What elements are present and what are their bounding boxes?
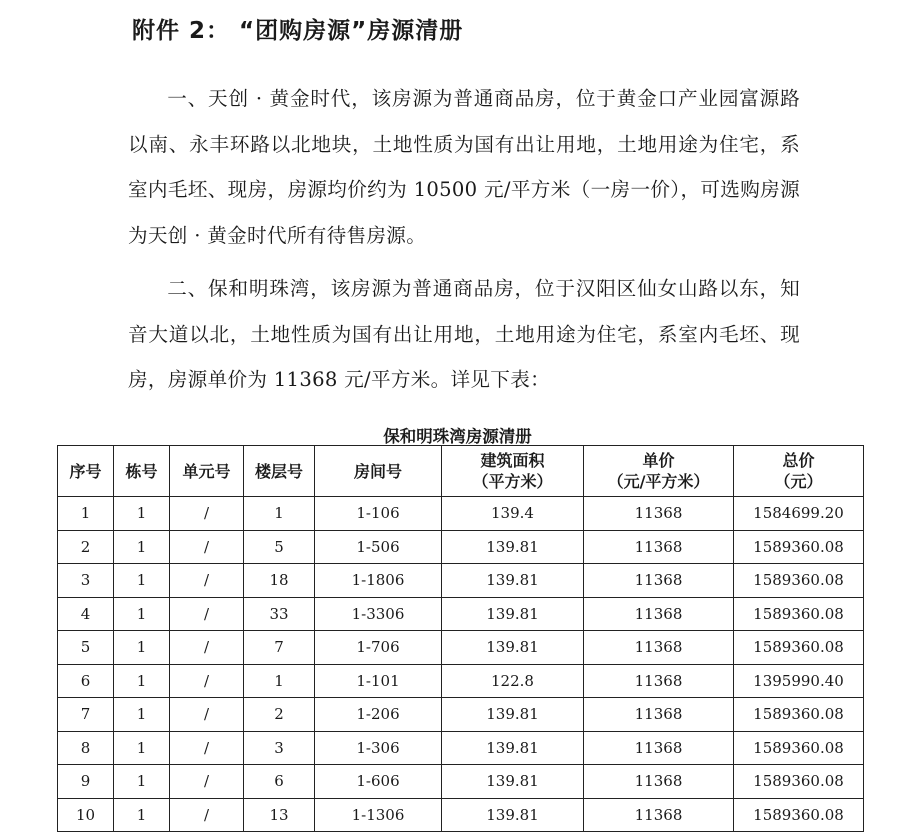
- cell-seq: 9: [58, 765, 114, 799]
- header-room: 房间号: [315, 446, 442, 497]
- cell-area: 139.81: [442, 631, 584, 665]
- cell-area: 139.81: [442, 731, 584, 765]
- table-row: [58, 664, 864, 698]
- table-row: [58, 530, 864, 564]
- cell-area: 139.81: [442, 798, 584, 832]
- cell-unit-price: 11368: [584, 631, 734, 665]
- cell-room: 1-3306: [315, 597, 442, 631]
- cell-floor: 3: [244, 731, 315, 765]
- cell-unit: /: [170, 664, 244, 698]
- cell-unit-price: 11368: [584, 698, 734, 732]
- cell-seq: 6: [58, 664, 114, 698]
- cell-unit-price: 11368: [584, 497, 734, 531]
- header-area: 建筑面积 （平方米）: [442, 446, 584, 497]
- cell-unit-price: 11368: [584, 765, 734, 799]
- cell-total-price: 1589360.08: [734, 765, 864, 799]
- header-floor: 楼层号: [244, 446, 315, 497]
- paragraph-baohe: 二、保和明珠湾，该房源为普通商品房，位于汉阳区仙女山路以东，知音大道以北，土地性质为国有出让用地，土地用途为住宅，系室内毛坯、现房，房源单价为 11368 元/平方米。详见下表：: [128, 277, 800, 391]
- cell-total-price: 1584699.20: [734, 497, 864, 531]
- cell-building: 1: [114, 798, 170, 832]
- cell-total-price: 1589360.08: [734, 530, 864, 564]
- header-unit-price: 单价 （元/平方米）: [584, 446, 734, 497]
- table-row: [58, 597, 864, 631]
- cell-room: 1-106: [315, 497, 442, 531]
- cell-room: 1-606: [315, 765, 442, 799]
- cell-unit-price: 11368: [584, 664, 734, 698]
- cell-unit: /: [170, 631, 244, 665]
- cell-total-price: 1589360.08: [734, 798, 864, 832]
- cell-floor: 1: [244, 664, 315, 698]
- cell-unit-price: 11368: [584, 798, 734, 832]
- cell-seq: 8: [58, 731, 114, 765]
- cell-floor: 6: [244, 765, 315, 799]
- table-row: [58, 631, 864, 665]
- cell-unit: /: [170, 497, 244, 531]
- cell-area: 139.81: [442, 530, 584, 564]
- cell-floor: 5: [244, 530, 315, 564]
- housing-units-table: [57, 445, 864, 832]
- cell-room: 1-506: [315, 530, 442, 564]
- paragraph-tianchuang: 一、天创 · 黄金时代，该房源为普通商品房，位于黄金口产业园富源路以南、永丰环路以北地块，土地性质为国有出让用地，土地用途为住宅，系室内毛坯、现房，房源均价约为 10500 元/平方米（一房一价），可选购房源为天创 · 黄金时代所有待售房源。: [128, 87, 800, 247]
- cell-total-price: 1589360.08: [734, 597, 864, 631]
- cell-area: 139.81: [442, 597, 584, 631]
- cell-room: 1-206: [315, 698, 442, 732]
- cell-floor: 2: [244, 698, 315, 732]
- cell-floor: 33: [244, 597, 315, 631]
- table-title: 保和明珠湾房源清册: [383, 427, 532, 446]
- cell-building: 1: [114, 765, 170, 799]
- cell-unit-price: 11368: [584, 731, 734, 765]
- cell-seq: 1: [58, 497, 114, 531]
- cell-unit-price: 11368: [584, 597, 734, 631]
- header-seq: 序号: [58, 446, 114, 497]
- table-row: [58, 497, 864, 531]
- cell-building: 1: [114, 698, 170, 732]
- cell-seq: 3: [58, 564, 114, 598]
- table-row: [58, 798, 864, 832]
- cell-unit: /: [170, 564, 244, 598]
- cell-room: 1-101: [315, 664, 442, 698]
- table-row: [58, 731, 864, 765]
- cell-unit: /: [170, 698, 244, 732]
- cell-unit: /: [170, 530, 244, 564]
- cell-seq: 2: [58, 530, 114, 564]
- cell-building: 1: [114, 564, 170, 598]
- cell-building: 1: [114, 597, 170, 631]
- cell-seq: 5: [58, 631, 114, 665]
- document-heading: 附件 2： “团购房源”房源清册: [132, 18, 464, 44]
- cell-floor: 13: [244, 798, 315, 832]
- cell-unit: /: [170, 597, 244, 631]
- cell-seq: 7: [58, 698, 114, 732]
- table-row: [58, 564, 864, 598]
- cell-unit: /: [170, 798, 244, 832]
- cell-building: 1: [114, 497, 170, 531]
- cell-room: 1-1806: [315, 564, 442, 598]
- cell-building: 1: [114, 530, 170, 564]
- cell-floor: 18: [244, 564, 315, 598]
- header-building: 栋号: [114, 446, 170, 497]
- cell-room: 1-306: [315, 731, 442, 765]
- cell-room: 1-1306: [315, 798, 442, 832]
- cell-total-price: 1395990.40: [734, 664, 864, 698]
- cell-building: 1: [114, 731, 170, 765]
- cell-area: 139.81: [442, 765, 584, 799]
- cell-total-price: 1589360.08: [734, 564, 864, 598]
- cell-floor: 1: [244, 497, 315, 531]
- cell-floor: 7: [244, 631, 315, 665]
- cell-seq: 10: [58, 798, 114, 832]
- cell-unit: /: [170, 765, 244, 799]
- cell-total-price: 1589360.08: [734, 731, 864, 765]
- cell-unit: /: [170, 731, 244, 765]
- cell-area: 139.81: [442, 564, 584, 598]
- cell-seq: 4: [58, 597, 114, 631]
- cell-total-price: 1589360.08: [734, 631, 864, 665]
- table-row: [58, 765, 864, 799]
- table-header-row: [58, 446, 864, 497]
- cell-area: 139.81: [442, 698, 584, 732]
- cell-building: 1: [114, 631, 170, 665]
- cell-total-price: 1589360.08: [734, 698, 864, 732]
- header-total-price: 总价 （元）: [734, 446, 864, 497]
- cell-unit-price: 11368: [584, 530, 734, 564]
- cell-area: 139.4: [442, 497, 584, 531]
- table-row: [58, 698, 864, 732]
- cell-unit-price: 11368: [584, 564, 734, 598]
- cell-area: 122.8: [442, 664, 584, 698]
- cell-room: 1-706: [315, 631, 442, 665]
- header-unit: 单元号: [170, 446, 244, 497]
- cell-building: 1: [114, 664, 170, 698]
